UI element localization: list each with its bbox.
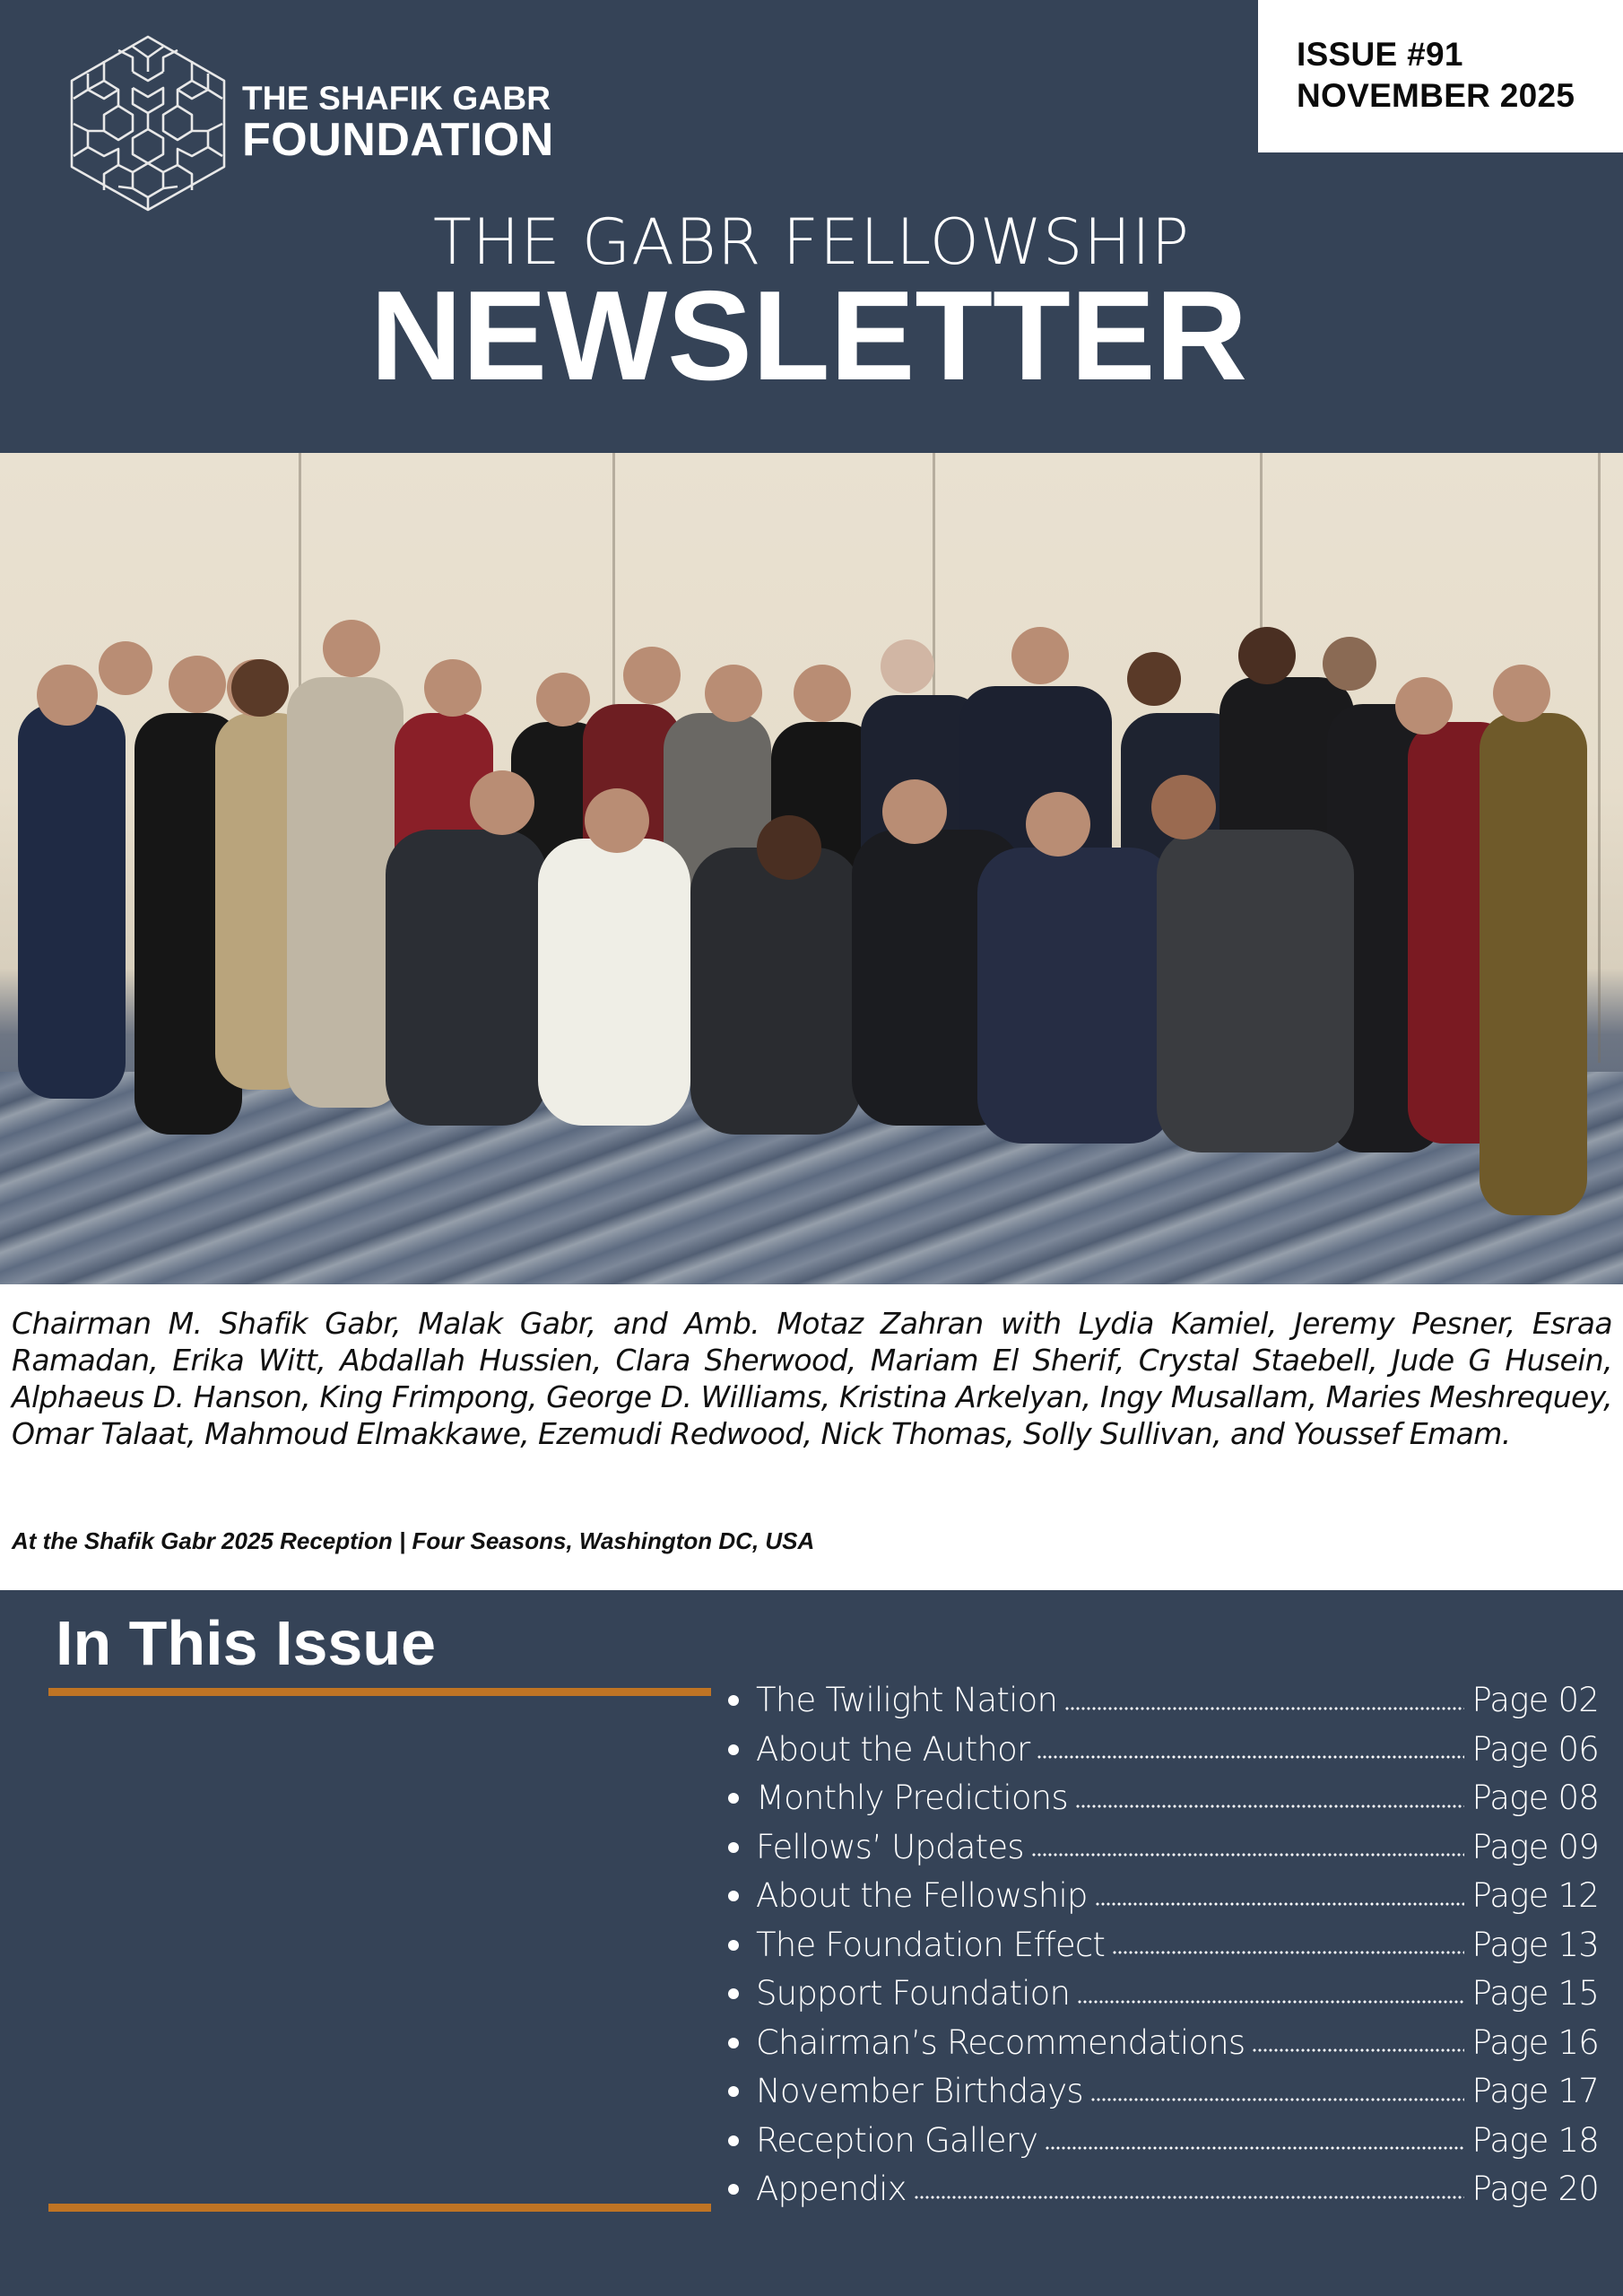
dot-leader bbox=[1045, 2145, 1464, 2151]
foundation-name-line1: THE SHAFIK GABR bbox=[242, 80, 551, 117]
toc-item[interactable] bbox=[725, 2117, 1599, 2166]
toc-item[interactable] bbox=[725, 1676, 1599, 1726]
newsletter-header bbox=[0, 0, 1623, 453]
toc-item-label: About the Author bbox=[756, 1729, 1030, 1769]
toc-item-label: Reception Gallery bbox=[756, 2120, 1038, 2160]
bullet-icon bbox=[728, 1891, 739, 1901]
newsletter-subtitle: THE GABR FELLOWSHIP bbox=[433, 205, 1190, 279]
toc-item-page: Page 16 bbox=[1471, 2022, 1599, 2062]
toc-item[interactable] bbox=[725, 2165, 1599, 2214]
issue-badge bbox=[1258, 0, 1623, 152]
toc-item[interactable] bbox=[725, 1726, 1599, 1775]
bullet-icon bbox=[728, 2184, 739, 2195]
dot-leader bbox=[1031, 1852, 1465, 1857]
foundation-logo-icon bbox=[68, 34, 228, 212]
toc-item-page: Page 08 bbox=[1471, 1779, 1599, 1817]
toc-item-label: Monthly Predictions bbox=[756, 1779, 1068, 1817]
accent-divider bbox=[48, 1688, 711, 1696]
newsletter-title: NEWSLETTER bbox=[369, 265, 1248, 407]
toc-item-label: Chairman’s Recommendations bbox=[756, 2022, 1245, 2062]
toc-item-page: Page 17 bbox=[1471, 2072, 1599, 2110]
group-photo bbox=[0, 453, 1623, 1284]
toc-item-page: Page 13 bbox=[1471, 1925, 1599, 1964]
toc-item-label: The Twilight Nation bbox=[756, 1681, 1058, 1719]
toc-item-label: Appendix bbox=[756, 2170, 907, 2208]
toc-item-page: Page 06 bbox=[1471, 1729, 1599, 1769]
toc-item[interactable] bbox=[725, 1823, 1599, 1873]
table-of-contents bbox=[725, 1676, 1599, 2214]
toc-item[interactable] bbox=[725, 1921, 1599, 1970]
bullet-icon bbox=[728, 2135, 739, 2146]
toc-item-page: Page 15 bbox=[1471, 1974, 1599, 2013]
toc-item-page: Page 02 bbox=[1471, 1681, 1599, 1719]
photo-caption: Chairman M. Shafik Gabr, Malak Gabr, and Amb. Motaz Zahran with Lydia Kamiel, Jeremy Pesner, Esraa Ramadan, Erika Witt, Abdallah Hussien, Clara Sherwood, Mariam El Sherif, Crystal Staebell, Jude G Husein, Alphaeus D. Hanson, King Frimpong, George D. Williams, Kristina Arkelyan, Ingy Musallam, Maries Meshrequey, Omar Talaat, Mahmoud Elmakkawe, Ezemudi Redwood, Nick Thomas, Solly Sullivan, and Youssef Emam. bbox=[12, 1306, 1612, 1451]
dot-leader bbox=[1252, 2048, 1464, 2053]
bullet-icon bbox=[728, 1988, 739, 1999]
toc-item[interactable] bbox=[725, 1970, 1599, 2019]
dot-leader bbox=[1064, 1706, 1464, 1711]
photo-location: At the Shafik Gabr 2025 Reception | Four Seasons, Washington DC, USA bbox=[12, 1527, 815, 1554]
bullet-icon bbox=[728, 1793, 739, 1804]
dot-leader bbox=[1112, 1950, 1464, 1955]
bullet-icon bbox=[728, 2086, 739, 2097]
dot-leader bbox=[1090, 2097, 1465, 2102]
toc-item-label: About the Fellowship bbox=[756, 1876, 1088, 1915]
toc-item[interactable] bbox=[725, 2067, 1599, 2117]
bullet-icon bbox=[728, 1744, 739, 1755]
dot-leader bbox=[914, 2195, 1465, 2200]
foundation-name-line2: FOUNDATION bbox=[242, 114, 554, 166]
bullet-icon bbox=[728, 1695, 739, 1706]
bullet-icon bbox=[728, 1842, 739, 1853]
toc-item[interactable] bbox=[725, 1872, 1599, 1921]
in-this-issue-heading: In This Issue bbox=[56, 1608, 436, 1678]
issue-number: ISSUE #91 bbox=[1297, 36, 1463, 73]
toc-item-label: November Birthdays bbox=[756, 2072, 1083, 2110]
accent-divider bbox=[48, 2204, 711, 2212]
toc-item-page: Page 20 bbox=[1471, 2170, 1599, 2208]
bullet-icon bbox=[728, 2038, 739, 2048]
dot-leader bbox=[1095, 1901, 1465, 1907]
toc-item-page: Page 18 bbox=[1471, 2120, 1599, 2160]
toc-item[interactable] bbox=[725, 2019, 1599, 2068]
dot-leader bbox=[1077, 1999, 1464, 2005]
toc-item-label: Support Foundation bbox=[756, 1974, 1071, 2013]
toc-item[interactable] bbox=[725, 1774, 1599, 1823]
foundation-name bbox=[242, 80, 554, 166]
dot-leader bbox=[1037, 1754, 1464, 1760]
bullet-icon bbox=[728, 1940, 739, 1951]
toc-item-label: Fellows’ Updates bbox=[756, 1827, 1024, 1866]
toc-item-page: Page 09 bbox=[1471, 1827, 1599, 1866]
dot-leader bbox=[1075, 1804, 1465, 1809]
toc-item-label: The Foundation Effect bbox=[756, 1925, 1106, 1964]
issue-date: NOVEMBER 2025 bbox=[1297, 77, 1575, 114]
people-silhouettes bbox=[0, 453, 1623, 1284]
in-this-issue-section bbox=[0, 1590, 1623, 2296]
toc-item-page: Page 12 bbox=[1471, 1876, 1599, 1915]
